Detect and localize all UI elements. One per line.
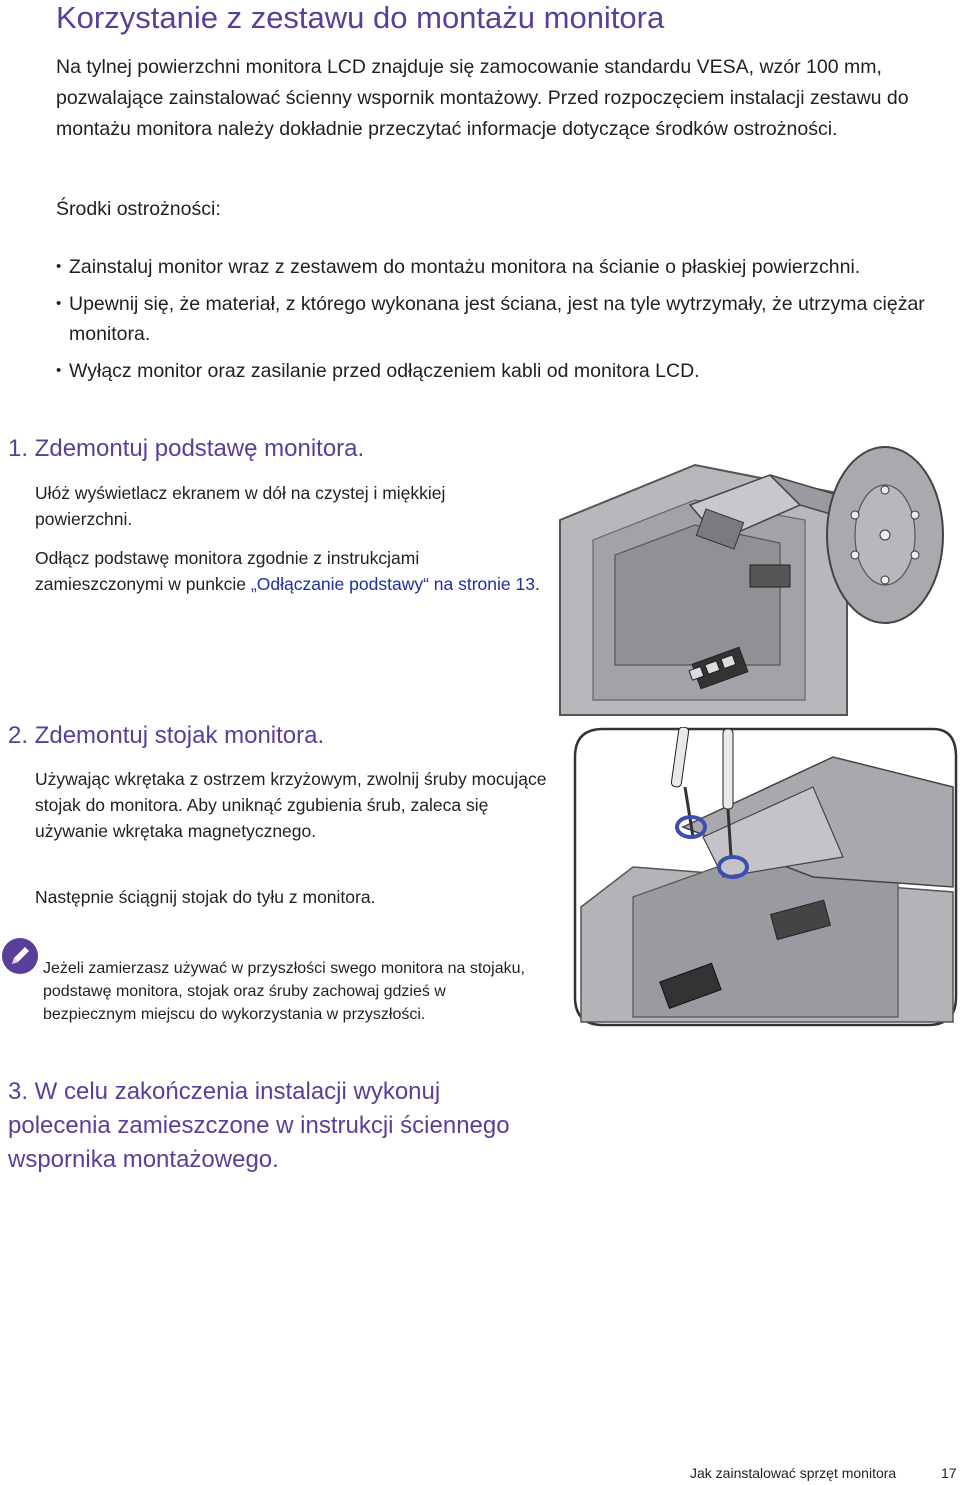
precaution-item: • Wyłącz monitor oraz zasilanie przed odłączeniem kabli od monitora LCD. xyxy=(56,356,956,386)
precaution-item: • Zainstaluj monitor wraz z zestawem do montażu monitora na ścianie o płaskiej powierzchni. xyxy=(56,252,956,282)
page-title: Korzystanie z zestawu do montażu monitora xyxy=(56,0,665,35)
cable-clip xyxy=(750,565,790,587)
intro-paragraph: Na tylnej powierzchni monitora LCD znajduje się zamocowanie standardu VESA, wzór 100 mm, pozwalające zainstalować ścienny wspornik montażowy. Przed rozpoczęciem instalacji zestawu do montażu monitora należy dokładnie przeczytać informacje dotyczące środków ostrożności. xyxy=(56,56,909,140)
footer-section-title: Jak zainstalować sprzęt monitora xyxy=(690,1465,897,1481)
precautions-list xyxy=(56,252,956,393)
link-detaching-base[interactable]: „Odłączanie podstawy“ na stronie 13 xyxy=(250,574,535,594)
footer-page-number: 17 xyxy=(941,1465,957,1481)
step2-heading: 2. Zdemontuj stojak monitora. xyxy=(8,722,325,749)
precautions-heading: Środki ostrożności: xyxy=(56,198,221,220)
step3-heading: 3. W celu zakończenia instalacji wykonuj polecenia zamieszczone w instrukcji ściennego wspornika montażowego. xyxy=(8,1078,510,1173)
illustration-remove-stand xyxy=(573,727,958,1027)
step1-heading: 1. Zdemontuj podstawę monitora. xyxy=(8,435,365,462)
note-text: Jeżeli zamierzasz używać w przyszłości swego monitora na stojaku, podstawę monitora, stojak oraz śruby zachowaj gdzieś w bezpiecznym miejscu do wykorzystania w przyszłości. xyxy=(43,960,525,1023)
step1-para2: Odłącz podstawę monitora zgodnie z instrukcjami zamieszczonymi w punkcie „Odłączanie podstawy“ na stronie 13. xyxy=(35,548,540,594)
step2-para2: Następnie ściągnij stojak do tyłu z monitora. xyxy=(35,887,376,907)
precaution-item: • Upewnij się, że materiał, z którego wykonana jest ściana, jest na tyle wytrzymały, że utrzyma ciężar monitora. xyxy=(56,289,956,349)
step1-para1: Ułóż wyświetlacz ekranem w dół na czystej i miękkiej powierzchni. xyxy=(35,483,446,529)
pencil-note-icon xyxy=(1,937,39,975)
illustration-remove-base xyxy=(555,445,955,720)
step2-para1: Używając wkrętaka z ostrzem krzyżowym, zwolnij śruby mocujące stojak do monitora. Aby uniknąć zgubienia śrub, zaleca się używanie wkrętaka magnetycznego. xyxy=(35,769,547,841)
